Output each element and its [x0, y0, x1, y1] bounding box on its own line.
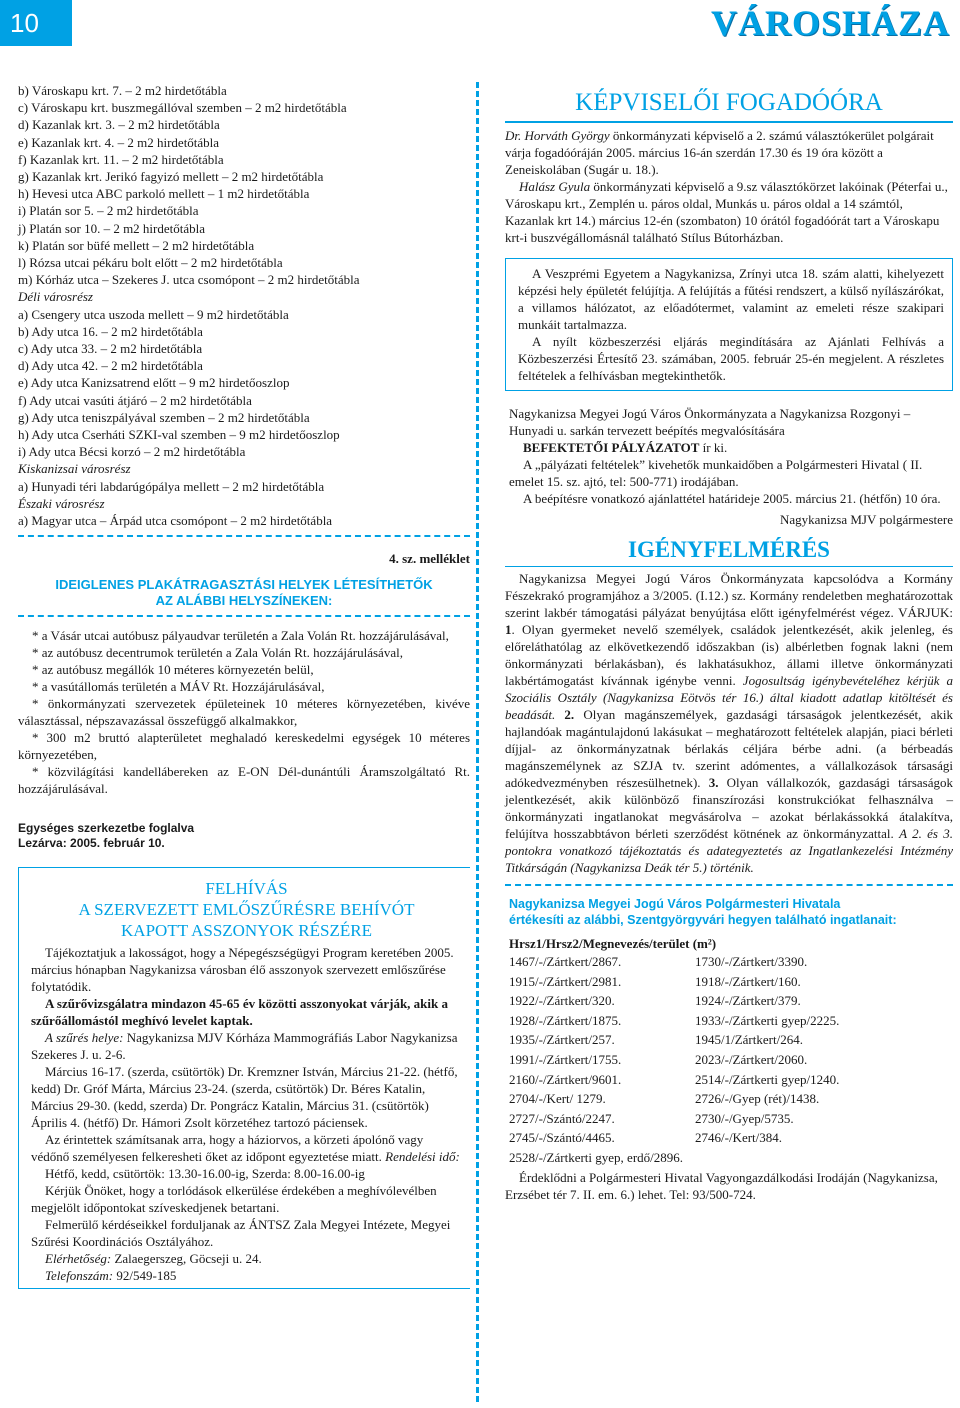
investor-paragraph: A „pályázati feltételek” kivehetők munkaidőben a Polgármesteri Hivatal ( II. emelet 15. sz. ajtó, tel: 500-771) irodájában.: [509, 456, 923, 489]
property-row: [505, 952, 953, 972]
screening-paragraph: Az érintettek számítsanak arra, hogy a háziorvos, a körzeti ápolónő vagy védőnő személyesen felkeresheti őket az időpont egyeztetése miatt. Rendelési idő:: [31, 1132, 460, 1165]
screening-contact: Elérhetőség: Zalaegerszeg, Göcseji u. 24.: [45, 1251, 262, 1267]
poster-location: g) Ady utca teniszpályával szemben – 2 m2 hirdetőtábla: [18, 409, 310, 425]
property-row: [505, 1109, 953, 1129]
annex-item: * önkormányzati szervezetek épületeinek 10 méteres környezetében, kivéve választással, népszavazással összefüggő alkalmakkor,: [18, 696, 470, 729]
screening-phone: Telefonszám: 92/549-185: [45, 1268, 177, 1284]
annex-title: IDEIGLENES PLAKÁTRAGASZTÁSI HELYEK LÉTESÍTHETŐK AZ ALÁBBI HELYSZÍNEKEN:: [55, 577, 433, 609]
screening-paragraph: Tájékoztatjuk a lakosságot, hogy a Népegészségügyi Program keretében 2005. március hónapban Nagykanizsa városban élő asszonyok szervezett emlőszűrése folytatódik.: [31, 945, 454, 995]
properties-title: Nagykanizsa Megyei Jogú Város Polgármesteri Hivatala értékesíti az alábbi, Szentgyörgyvári hegyen található ingatlanait:: [509, 897, 897, 927]
property-cell: 2023/-/Zártkert/2060.: [695, 1051, 808, 1067]
screening-paragraph: Kérjük Önöket, hogy a torlódások elkerülése érdekében a meghívólevélben megjelölt időpontokat szíveskedjenek betartani.: [31, 1183, 437, 1216]
property-row: [505, 1128, 953, 1148]
properties-footer: Érdeklődni a Polgármesteri Hivatal Vagyongazdálkodási Irodáján (Nagykanizsa, Erzsébet tér 7. II. em. 6.) lehet. Tel: 93/500-724.: [505, 1169, 938, 1202]
poster-location: e) Ady utca Kanizsatrend előtt – 9 m2 hirdetőoszlop: [18, 375, 290, 391]
annex-label: 4. sz. melléklet: [389, 551, 470, 567]
property-cell: 1467/-/Zártkert/2867.: [509, 954, 622, 969]
property-cell: 1730/-/Zártkert/3390.: [695, 954, 808, 969]
office-hours-title: KÉPVISELŐI FOGADÓÓRA: [575, 89, 883, 116]
property-cell: 1924/-/Zártkert/379.: [695, 993, 801, 1009]
poster-location: j) Platán sor 10. – 2 m2 hirdetőtábla: [18, 220, 206, 236]
annex-items: [18, 627, 470, 797]
property-row: [505, 1050, 953, 1070]
column-divider: [476, 82, 479, 1402]
title-rule: [505, 121, 953, 123]
property-cell: 2514/-/Zártkerti gyep/1240.: [695, 1071, 840, 1087]
property-cell: 1945/1/Zártkert/264.: [695, 1032, 803, 1048]
screening-paragraph-bold: A szűrővizsgálatra mindazon 45-65 év közötti asszonyokat várják, akik a szűrőállomástól meghívó levelet kaptak.: [31, 996, 448, 1029]
district-heading: Kiskanizsai városrész: [18, 461, 131, 477]
annex-item: * közvilágítási kandellábereken az E-ON Dél-dunántúli Áramszolgáltató Rt. hozzájárulásával.: [18, 764, 470, 797]
investor-notice: [505, 405, 953, 528]
poster-location: d) Ady utca 42. – 2 m2 hirdetőtábla: [18, 358, 203, 374]
annex-item: * a Vásár utcai autóbusz pályaudvar területén a Zala Volán Rt. hozzájárulásával,: [32, 628, 449, 644]
property-cell: 1935/-/Zártkert/257.: [509, 1032, 615, 1048]
property-cell: 1915/-/Zártkert/2981.: [509, 973, 622, 989]
property-cell: 1922/-/Zártkert/320.: [509, 993, 615, 1009]
property-cell: 1918/-/Zártkert/160.: [695, 973, 801, 989]
section-divider: [18, 535, 470, 537]
poster-location: l) Rózsa utcai pékáru bolt előtt – 2 m2 hirdetőtábla: [18, 255, 283, 271]
property-row: [505, 1011, 953, 1031]
properties-section: [505, 896, 953, 1203]
investor-call: BEFEKTETŐI PÁLYÁZATOT ír ki.: [523, 439, 728, 455]
property-cell: 2727/-/Szántó/2247.: [509, 1110, 615, 1126]
poster-location: b) Ady utca 16. – 2 m2 hirdetőtábla: [18, 323, 203, 339]
poster-location: a) Csengery utca uszoda mellett – 9 m2 hirdetőtábla: [18, 306, 289, 322]
poster-location: i) Ady utca Bécsi korzó – 2 m2 hirdetőtábla: [18, 444, 246, 460]
property-cell: 2730/-/Gyep/5735.: [695, 1110, 794, 1126]
property-cell: 1928/-/Zártkert/1875.: [509, 1012, 622, 1028]
property-cell: 2160/-/Zártkert/9601.: [509, 1071, 622, 1087]
office-hours-paragraph: Dr. Horváth György önkormányzati képviselő a 2. számú választókerület polgárait várja fogadóóráján 2005. március 16-án szerdán 17.30 és 19 óra között a Zeneiskolában (Sugár u. 18.).: [505, 127, 934, 177]
investor-deadline: A beépítésre vonatkozó ajánlattétel határideje 2005. március 21. (hétfőn) 10 óra.: [523, 490, 941, 506]
section-divider: [18, 615, 470, 617]
district-heading: Északi városrész: [18, 495, 105, 511]
property-row: [505, 991, 953, 1011]
left-column: [18, 60, 470, 1289]
annex-item: * a vasútállomás területén a MÁV Rt. Hozzájárulásával,: [32, 679, 325, 695]
survey-paragraph: Nagykanizsa Megyei Jogú Város Önkormányzata kapcsolódva a Kormány Fészekrakó programjához a 3/2005. (I.12.) sz. Kormány rendeletben meghatározottak szerint lakbér támogatási pályázat benyújtása előtt igényfelmérést végez. VÁRJUK: 1. Olyan gyermeket nevelő személyek, családok jelentkezését, akik jelenleg, és előreláthatólag az elkövetkezendő időszakban (is) albérletben fognak lakni (nem önkormányzati bérlakásban), és lakhatásukhoz, állami illetve önkormányzati lakbértámogatást kívánnak igénybe venni. Jogosultság igénybevételéhez kérjük a Szociális Osztály (Nagykanizsa Eötvös tér 16.) által kiadott adatlap kitöltését és beadását. 2. Olyan magánszemélyek, gazdasági társaságok jelentkezését, akik hajlandóak magántulajdonú lakásukat – meghatározott feltételek alapján, piaci bérleti díjjal- az önkormányzatnak bérlakás céljára bérbe adni. (a bérbeadás magánszemélynek az SZJA tv. szerint adómentes, a vállalkozások társasági adókedvezményben részesülhetnek). 3. Olyan vállalkozók, gazdasági társaságok jelentkezését, akik különböző finanszírozási konstrukciókat felhasználva – önkormányzati ingatlanokat megvásárolva – azokat bérlakássokká átalakítva, felújítva hosszabbtávon bérleti szerződést kötnének az önkormányzattal. A 2. és 3. pontokra vonatkozó tájékoztatás és adategyeztetés az Ingatlankezelési Intézmény Titkárságán (Nagykanizsa Deák tér 5.) történik.: [505, 571, 953, 875]
poster-location: k) Platán sor büfé mellett – 2 m2 hirdetőtábla: [18, 237, 255, 253]
title-rule: [505, 566, 953, 568]
poster-location: f) Kazanlak krt. 11. – 2 m2 hirdetőtábla: [18, 151, 224, 167]
poster-list: [18, 82, 470, 529]
poster-location: e) Kazanlak krt. 4. – 2 m2 hirdetőtábla: [18, 134, 220, 150]
poster-location: h) Hevesi utca ABC parkoló mellett – 1 m2 hirdetőtábla: [18, 186, 310, 202]
district-heading: Déli városrész: [18, 289, 93, 305]
screening-hours: Hétfő, kedd, csütörtök: 13.30-16.00-ig, Szerda: 8.00-16.00-ig: [45, 1166, 365, 1182]
university-paragraph: A nyílt közbeszerzési eljárás megindítására az Ajánlati Felhívás a Közbeszerzési Értesítő 23. számában, 2005. február 25-én megjelent. A részletes feltételek a felhívásban megtekinthetők.: [518, 333, 944, 383]
screening-location: A szűrés helye: Nagykanizsa MJV Kórháza Mammográfiás Labor Nagykanizsa Szekeres J. u. 2-6.: [31, 1030, 458, 1063]
annex-item: * 300 m2 bruttó alapterületet meghaladó kereskedelmi egységek 10 méteres környezetében,: [18, 730, 470, 763]
property-cell: 2745/-/Szántó/4465.: [509, 1130, 615, 1146]
university-paragraph: A Veszprémi Egyetem a Nagykanizsa, Zrínyi utca 18. szám alatti, kihelyezett képzési hely épületét felújítja. A felújítás a fűtési rendszert, a külső nyílászárókat, a villamos hálózatot, az előadótermet, valamint az emeleti része szakipari munkáit tartalmazza.: [518, 265, 944, 332]
poster-location: g) Kazanlak krt. Jerikó fagyizó mellett – 2 m2 hirdetőtábla: [18, 169, 324, 185]
property-row: [505, 972, 953, 992]
poster-location: i) Platán sor 5. – 2 m2 hirdetőtábla: [18, 203, 199, 219]
page-number: 10: [0, 0, 72, 46]
screening-notice: [18, 867, 470, 1289]
poster-location: f) Ady utcai vasúti átjáró – 2 m2 hirdetőtábla: [18, 392, 252, 408]
screening-paragraph: Felmerülő kérdéseikkel forduljanak az ÁNTSZ Zala Megyei Intézete, Megyei Szűrési Koordinációs Osztályához.: [31, 1217, 451, 1250]
poster-location: d) Kazanlak krt. 3. – 2 m2 hirdetőtábla: [18, 117, 220, 133]
poster-location: c) Ady utca 33. – 2 m2 hirdetőtábla: [18, 341, 203, 357]
property-cell: 2726/-/Gyep (rét)/1438.: [695, 1091, 820, 1107]
property-cell: 2746/-/Kert/384.: [695, 1130, 783, 1146]
properties-table: [505, 952, 953, 1148]
university-notice: [505, 258, 953, 391]
poster-location: m) Kórház utca – Szekeres J. utca csomópont – 2 m2 hirdetőtábla: [18, 272, 360, 288]
poster-location: b) Városkapu krt. 7. – 2 m2 hirdetőtábla: [18, 83, 227, 98]
poster-location: h) Ady utca Cserháti SZKI-val szemben – 9 m2 hirdetőoszlop: [18, 427, 340, 443]
right-column: [505, 60, 953, 1203]
property-row: [505, 1030, 953, 1050]
properties-header: Hrsz1/Hrsz2/Megnevezés/terület (m²): [509, 936, 717, 951]
properties-last-row: 2528/-/Zártkerti gyep, erdő/2896.: [509, 1149, 684, 1165]
screening-schedule: Március 16-17. (szerda, csütörtök) Dr. Kremzner István, Március 21-22. (hétfő, kedd) Dr. Gróf Márta, Március 23-24. (szerda, csütörtök) Dr. Béres Katalin, Március 29-30. (kedd, szerda) Dr. Pongrácz Katalin, Március 31. (csütörtök) Április 4. (hétfő) Dr. Hámori Zsolt körzetéhez tartozó páciensek.: [31, 1064, 458, 1131]
property-cell: 1991/-/Zártkert/1755.: [509, 1051, 622, 1067]
investor-signature: Nagykanizsa MJV polgármestere: [779, 511, 953, 527]
annex-item: * az autóbusz decentrumok területén a Zala Volán Rt. hozzájárulásával,: [32, 645, 403, 661]
property-row: [505, 1089, 953, 1109]
property-row: [505, 1070, 953, 1090]
poster-location: c) Városkapu krt. buszmegállóval szemben – 2 m2 hirdetőtábla: [18, 100, 347, 116]
property-cell: 2704/-/Kert/ 1279.: [509, 1091, 606, 1107]
investor-paragraph: Nagykanizsa Megyei Jogú Város Önkormányzata a Nagykanizsa Rozgonyi – Hunyadi u. sarkán tervezett beépítés megvalósítására: [509, 405, 911, 438]
section-divider: [505, 884, 953, 886]
annex-footer: Egységes szerkezetbe foglalva Lezárva: 2005. február 10.: [18, 821, 195, 851]
office-hours-paragraph: Halász Gyula önkormányzati képviselő a 9.sz választókörzet lakóinak (Péterfai u., Városkapu krt., Zemplén u. páros oldal, Munkás u. páros oldal a 14 számtól, Kazanlak krt 14.) március 12-én (szombaton) 10 órától fogadóórát tart a Városkapu krt-i buszvégállomásnál található Stílus Bútorházban.: [505, 178, 948, 245]
screening-title: FELHÍVÁS A SZERVEZETT EMLŐSZŰRÉSRE BEHÍVÓT KAPOTT ASSZONYOK RÉSZÉRE: [78, 879, 415, 941]
section-title: VÁROSHÁZA: [710, 3, 950, 43]
survey-title: IGÉNYFELMÉRÉS: [628, 536, 830, 562]
property-cell: 1933/-/Zártkerti gyep/2225.: [695, 1012, 840, 1028]
poster-location: a) Hunyadi téri labdarúgópálya mellett – 2 m2 hirdetőtábla: [18, 478, 325, 494]
poster-location: a) Magyar utca – Árpád utca csomópont – 2 m2 hirdetőtábla: [18, 513, 333, 529]
annex-item: * az autóbusz megállók 10 méteres környezetén belül,: [32, 662, 314, 678]
